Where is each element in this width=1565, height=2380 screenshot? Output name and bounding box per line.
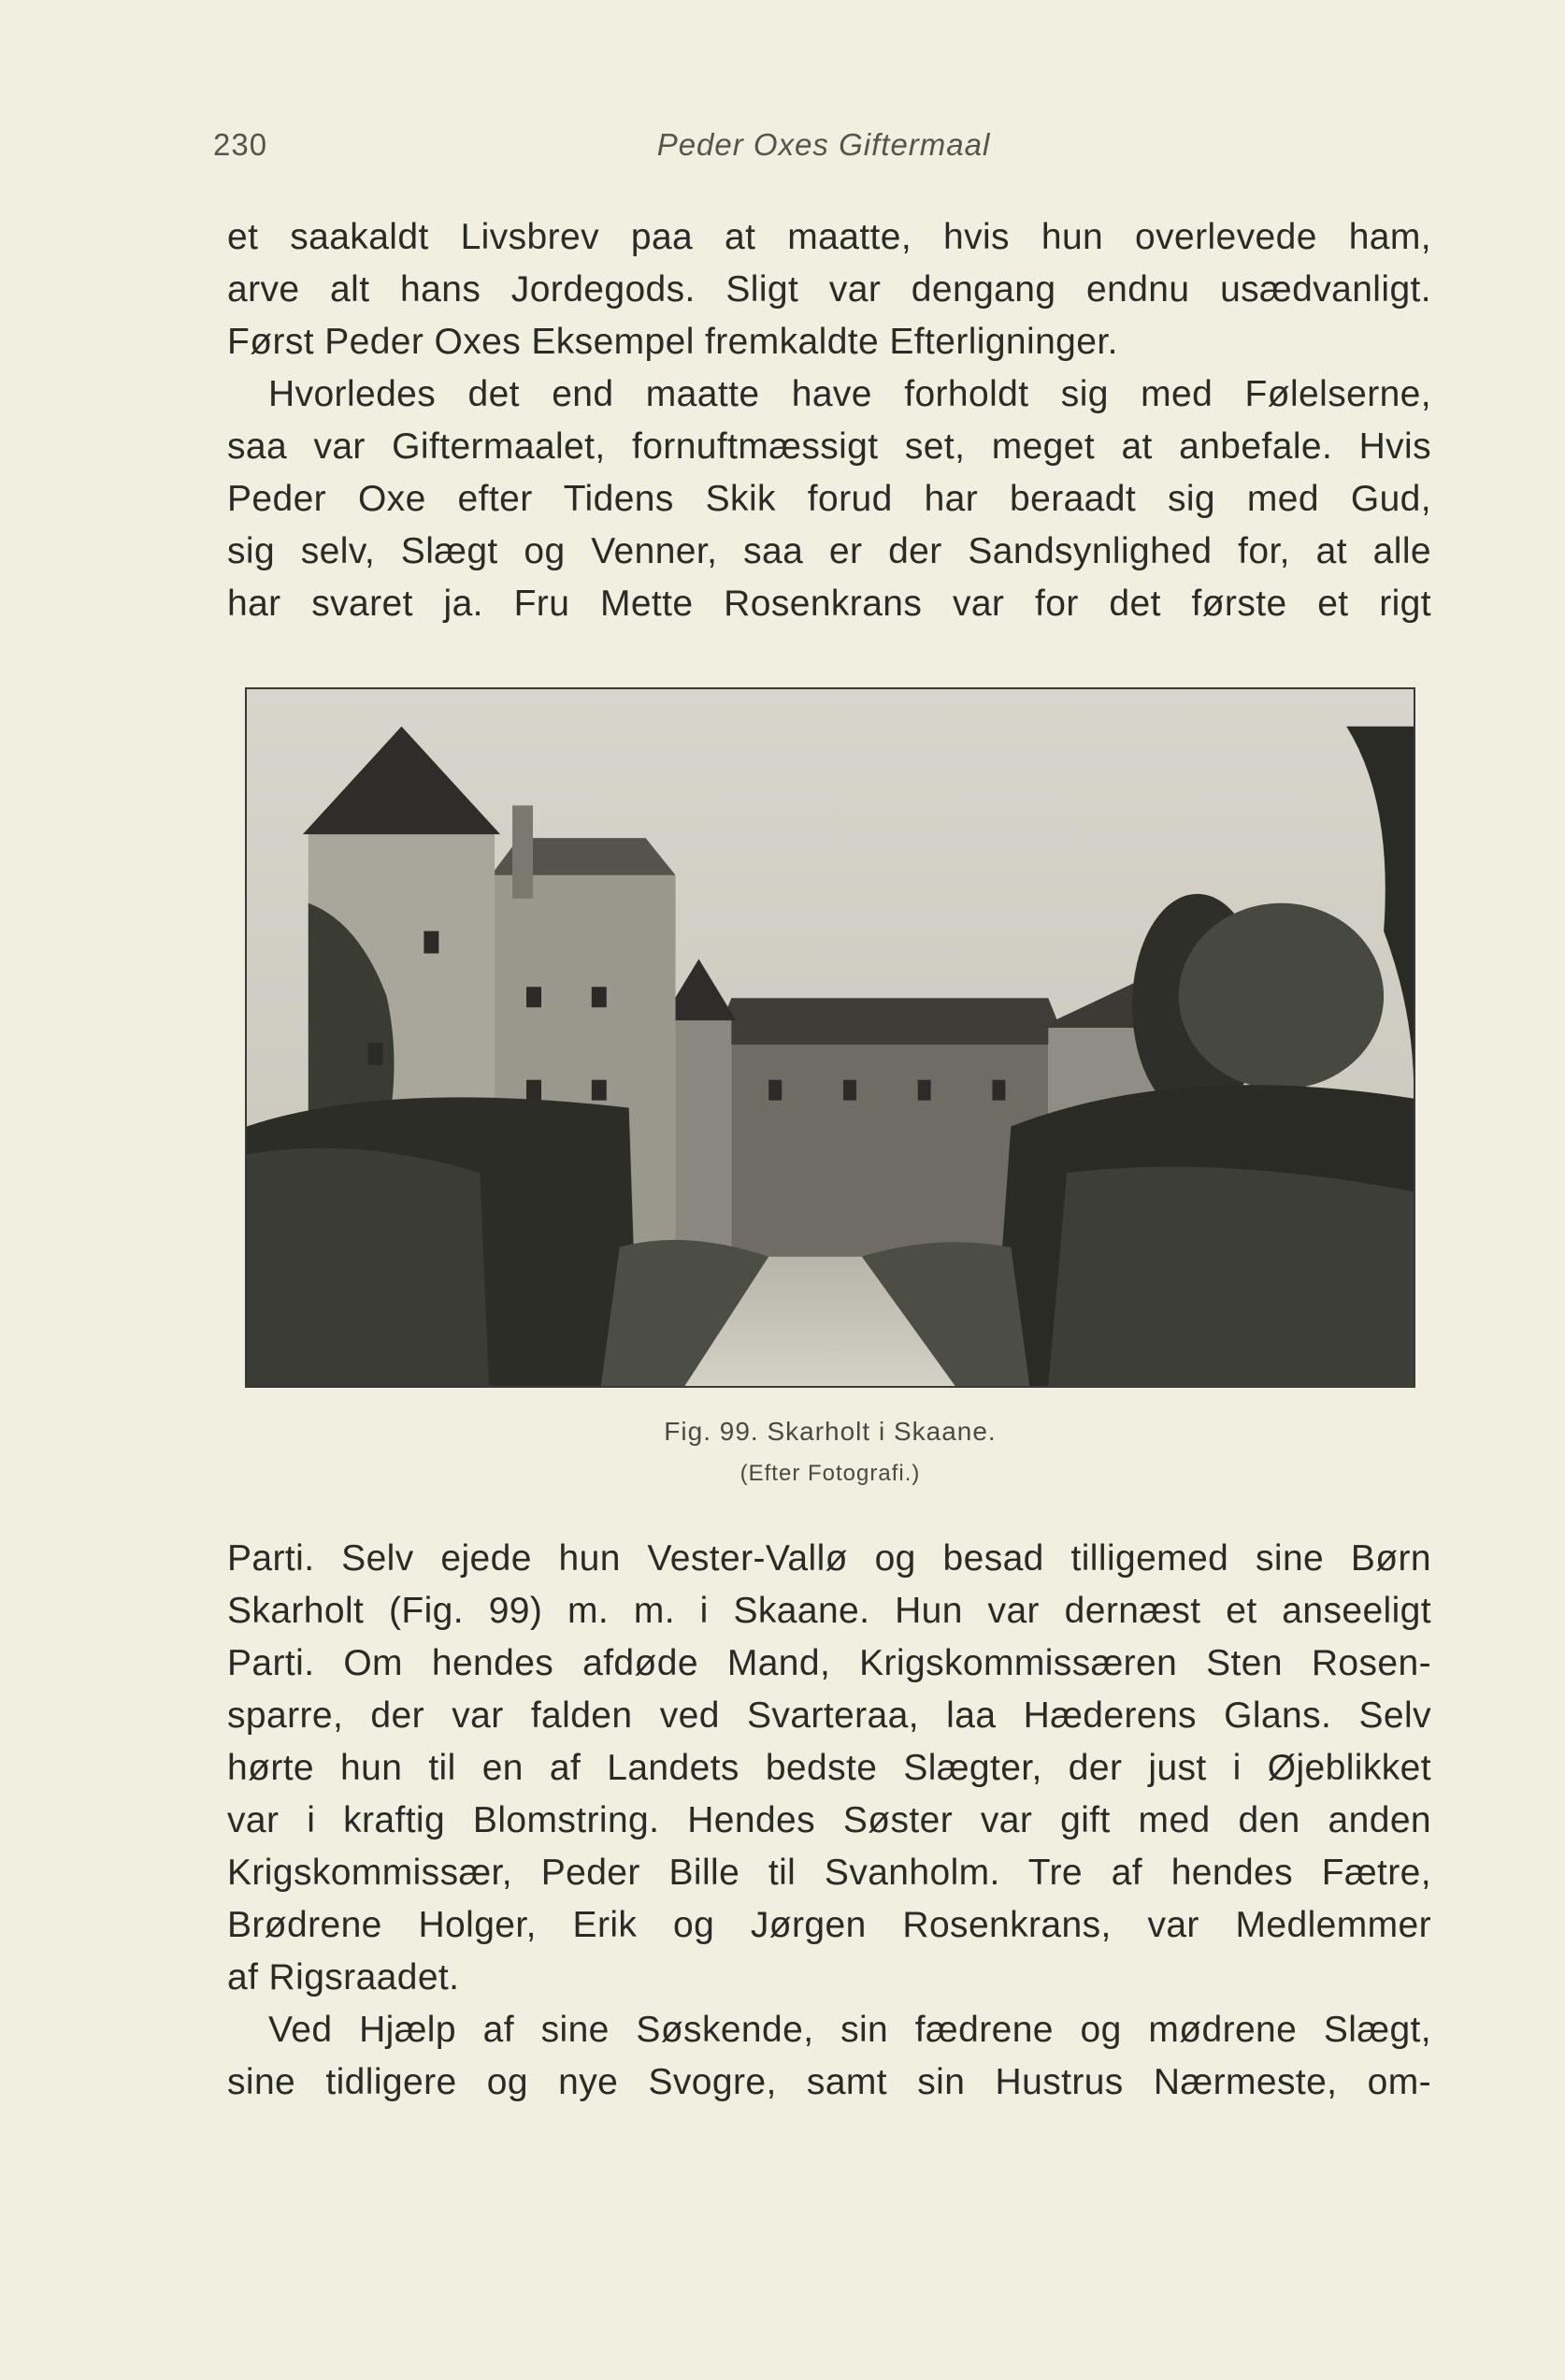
text-line: Skarholt (Fig. 99) m. m. i Skaane. Hun var dernæst et anseeligt <box>227 1591 1431 1631</box>
text-line: har svaret ja. Fru Mette Rosenkrans var for det første et rigt <box>227 584 1431 624</box>
text-line: sine tidligere og nye Svogre, samt sin Hustrus Nærmeste, om- <box>227 2062 1431 2102</box>
text-line: Hvorledes det end maatte have forholdt sig med Følelserne, <box>268 374 1431 414</box>
text-line: sig selv, Slægt og Venner, saa er der Sandsynlighed for, at alle <box>227 531 1431 571</box>
figure-photograph-castle <box>245 687 1415 1388</box>
text-line: Ved Hjælp af sine Søskende, sin fædrene og mødrene Slægt, <box>268 2010 1431 2050</box>
text-line: et saakaldt Livsbrev paa at maatte, hvis hun overlevede ham, <box>227 217 1431 257</box>
text-line: hørte hun til en af Landets bedste Slægter, der just i Øjeblikket <box>227 1748 1431 1788</box>
text-line: af Rigsraadet. <box>227 1957 460 1998</box>
castle-photo-illustration <box>247 689 1414 1386</box>
paragraph-block-bottom <box>227 1533 1431 2109</box>
text-line: arve alt hans Jordegods. Sligt var dengang endnu usædvanligt. <box>227 269 1431 310</box>
text-line: Først Peder Oxes Eksempel fremkaldte Efterligninger. <box>227 322 1118 362</box>
text-line: Brødrene Holger, Erik og Jørgen Rosenkrans, var Medlemmer <box>227 1905 1431 1945</box>
text-line: saa var Giftermaalet, fornuftmæssigt set, meget at anbefale. Hvis <box>227 426 1431 467</box>
text-line: Krigskommissær, Peder Bille til Svanholm. Tre af hendes Fætre, <box>227 1853 1431 1893</box>
text-line: var i kraftig Blomstring. Hendes Søster var gift med den anden <box>227 1800 1431 1840</box>
figure-credit: (Efter Fotografi.) <box>739 1461 921 1486</box>
text-line: Peder Oxe efter Tidens Skik forud har beraadt sig med Gud, <box>227 479 1431 519</box>
page-header <box>213 127 1434 176</box>
figure-caption: Fig. 99. Skarholt i Skaane. <box>664 1417 997 1446</box>
page-number: 230 <box>213 127 268 162</box>
paragraph-block-top <box>227 211 1431 630</box>
text-line: Parti. Selv ejede hun Vester-Vallø og besad tilligemed sine Børn <box>227 1538 1431 1579</box>
running-title: Peder Oxes Giftermaal <box>656 127 991 162</box>
text-line: Parti. Om hendes afdøde Mand, Krigskommissæren Sten Rosen- <box>227 1643 1431 1683</box>
text-line: sparre, der var falden ved Svarteraa, laa Hæderens Glans. Selv <box>227 1695 1431 1736</box>
